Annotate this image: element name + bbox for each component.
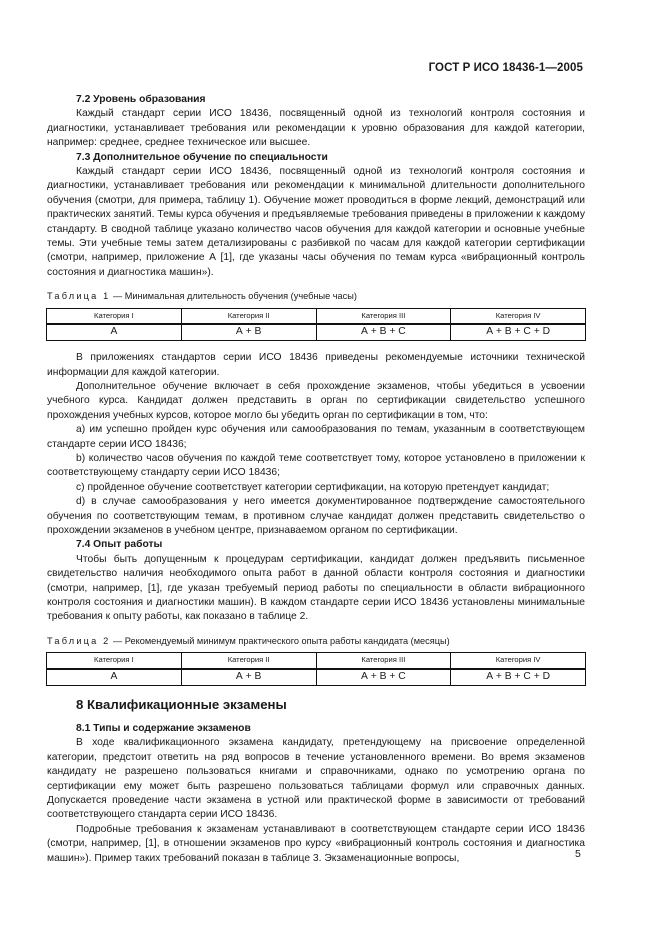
table-1-caption: — Минимальная длительность обучения (учебные часы) <box>110 291 357 302</box>
table-1-value-cell: А + В + С <box>316 324 451 341</box>
table-2-header-cell: Категория I <box>47 653 182 669</box>
table-1 <box>46 308 586 341</box>
table-2-value-cell: А <box>47 669 182 686</box>
table-1-header-cell: Категория III <box>316 308 451 324</box>
sources-paragraph: В приложениях стандартов серии ИСО 18436 приведены рекомендуемые источники технической информации для каждой категории. <box>47 352 585 378</box>
table-1-header-row <box>47 308 586 324</box>
table-2-header-cell: Категория II <box>181 653 316 669</box>
table-2 <box>46 652 586 685</box>
list-item-c: с) пройденное обучение соответствует категории сертификации, на которую претендует кандидат; <box>76 481 550 493</box>
section-8-heading: 8 Квалификационные экзамены <box>76 696 287 712</box>
table-2-value-row <box>47 669 586 686</box>
table-1-value-cell: А + В + С + D <box>451 324 586 341</box>
table-2-value-cell: А + В <box>181 669 316 686</box>
section-7-3-heading: 7.3 Дополнительное обучение по специальности <box>76 151 328 163</box>
table-1-value-cell: А <box>47 324 182 341</box>
list-item-d: d) в случае самообразования у него имеется документированное подтверждение самостоятельного обучения по соответствующим темам, в противном случае кандидат должен представить свидетельство о прохождении экзаменов в учебном центре, признаваемом органом по сертификации. <box>47 496 585 536</box>
table-1-value-cell: А + В <box>181 324 316 341</box>
table-2-header-cell: Категория IV <box>451 653 586 669</box>
page-content <box>47 93 585 866</box>
exams-paragraph: Дополнительное обучение включает в себя прохождение экзаменов, чтобы убедиться в усвоении учебного курса. Кандидат должен представить в орган по сертификации свидетельство успешного прохождения учебных курсов, которое могло бы убедить орган по сертификации в том, что: <box>47 380 585 421</box>
section-8-1-paragraph-2: Подробные требования к экзаменам устанавливают в соответствующем стандарте серии ИСО 18436 (смотри, например, [1], в отношении экзаменов про курсу «вибрационный контроль состояния и диагностика машин»). Пример таких требований показан в таблице 3. Экзаменационные вопросы, <box>47 823 585 864</box>
table-1-label: Таблица 1 <box>47 291 111 302</box>
list-item-b: b) количество часов обучения по каждой теме соответствует тому, которое установлено в приложении к соответствующему стандарту серии ИСО 18436; <box>47 452 585 479</box>
table-2-value-cell: А + В + С + D <box>451 669 586 686</box>
section-8-1-paragraph-1: В ходе квалификационного экзамена кандидату, претендующему на присвоение определенной категории, предстоит ответить на ряд вопросов в течение установленного времени. Во время экзаменов кандидату не разрешено пользоваться книгами и справочниками, однако по усмотрению органа по сертификации ему может быть разрешено пользоваться таблицами формул или справочных данных. Допускается проведение части экзамена в устной или практической форме в зависимости от требований соответствующего стандарта серии ИСО 18436. <box>47 737 585 821</box>
table-2-value-cell: А + В + С <box>316 669 451 686</box>
section-7-3-paragraph: Каждый стандарт серии ИСО 18436, посвященный одной из технологий контроля состояния и диагностики, устанавливает требования или рекомендации к минимальной длительности дополнительного обучения (смотри, для примера, таблицу 1). Обучение может проводиться в форме лекций, демонстраций или практических занятий. Темы курса обучения и предъявляемые требования приведены в приложении к каждому стандарту. В сводной таблице указано количество часов обучения для каждой категории и основные учебные темы. Эти учебные темы затем детализированы с разбивкой по часам для каждой категории сертификации (смотри, например, приложение А [1], где указаны часы обучения по темам курса «вибрационный контроль состояния и диагностика машин»). <box>47 166 585 278</box>
table-1-value-row <box>47 324 586 341</box>
page-number: 5 <box>575 848 581 860</box>
section-8-1-heading: 8.1 Типы и содержание экзаменов <box>76 723 251 735</box>
table-1-title <box>47 289 585 303</box>
table-1-header-cell: Категория II <box>181 308 316 324</box>
table-2-header-cell: Категория III <box>316 653 451 669</box>
section-7-2-heading: 7.2 Уровень образования <box>76 94 206 105</box>
section-7-4-heading: 7.4 Опыт работы <box>76 539 163 551</box>
table-2-caption: — Рекомендуемый минимум практического опыта работы кандидата (месяцы) <box>110 635 450 646</box>
table-2-title <box>47 634 585 648</box>
table-1-header-cell: Категория I <box>47 308 182 324</box>
list-item-a: а) им успешно пройден курс обучения или самообразования по темам, указанным в соответствующем стандарте серии ИСО 18436; <box>47 424 585 450</box>
table-1-header-cell: Категория IV <box>451 308 586 324</box>
document-id: ГОСТ Р ИСО 18436-1—2005 <box>428 62 583 74</box>
table-2-label: Таблица 2 <box>47 635 111 646</box>
section-7-4-paragraph: Чтобы быть допущенным к процедурам сертификации, кандидат должен предъявить письменное свидетельство наличия необходимого опыта работ в данной области контроля состояния и диагностики (смотри, например, [1], где указан требуемый период работы по специальности в области вибрационного контроля состояния и диагностики машин). В каждом стандарте серии ИСО 18436 установлены минимальные требования к опыту работы, как показано в таблице 2. <box>47 553 585 623</box>
table-2-header-row <box>47 653 586 669</box>
section-7-2-paragraph: Каждый стандарт серии ИСО 18436, посвященный одной из технологий контроля состояния и диагностики, устанавливает требования или рекомендации к уровню образования для каждой категории, например: среднее, среднее техническое или высшее. <box>47 108 585 149</box>
